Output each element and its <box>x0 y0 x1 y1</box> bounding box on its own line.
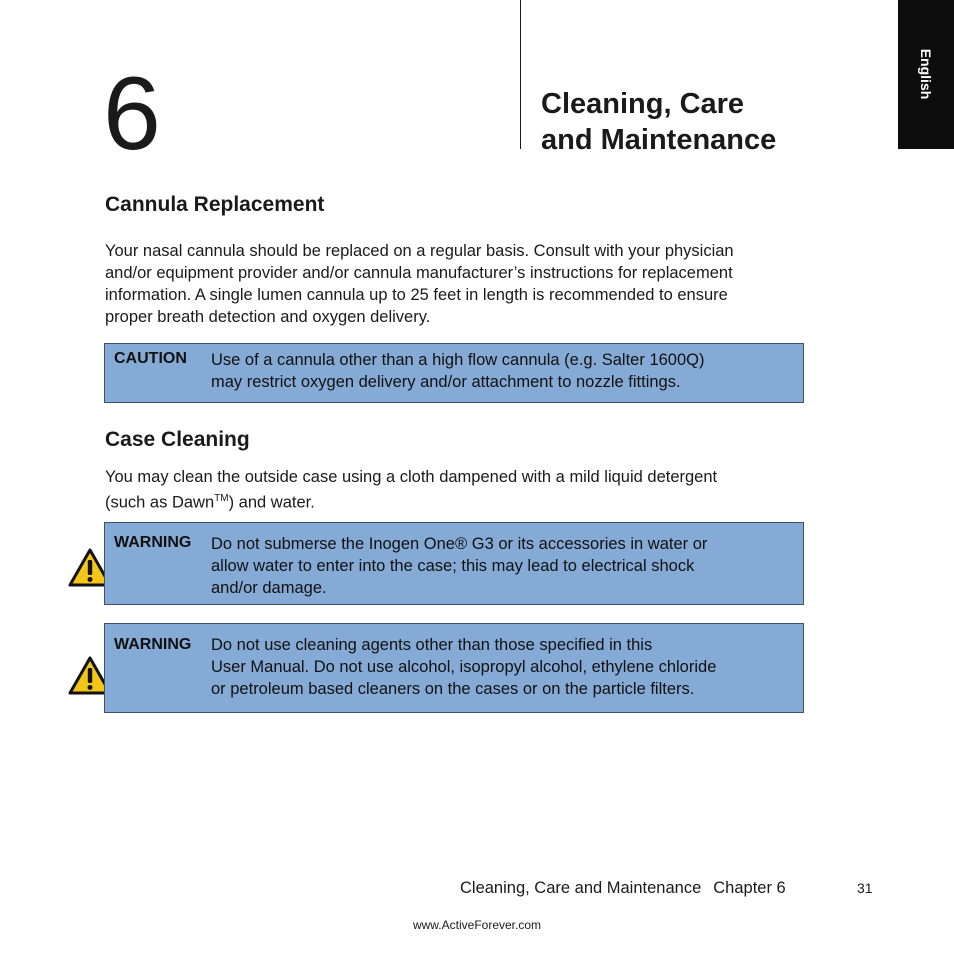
case-cleaning-paragraph <box>105 466 805 514</box>
notice-line: may restrict oxygen delivery and/or attachment to nozzle fittings. <box>211 373 681 391</box>
chapter-title-line-2: and Maintenance <box>541 124 777 156</box>
cannula-replacement-paragraph <box>105 240 805 328</box>
warning-label: WARNING <box>114 534 192 551</box>
notice-line: User Manual. Do not use alcohol, isopropyl alcohol, ethylene chloride <box>211 658 717 676</box>
warning-label: WARNING <box>114 636 192 653</box>
notice-line: Do not use cleaning agents other than those specified in this <box>211 636 653 654</box>
paragraph-line: You may clean the outside case using a cloth dampened with a mild liquid detergent <box>105 468 718 486</box>
notice-line: Use of a cannula other than a high flow cannula (e.g. Salter 1600Q) <box>211 351 705 369</box>
page-number: 31 <box>857 880 873 896</box>
section-heading-cannula-replacement: Cannula Replacement <box>105 193 325 216</box>
notice-line: or petroleum based cleaners on the cases or on the particle filters. <box>211 680 695 698</box>
warning-notice-cleaning-agents <box>104 623 804 713</box>
trademark-superscript: TM <box>214 493 229 504</box>
paragraph-text: (such as Dawn <box>105 493 215 512</box>
notice-line: allow water to enter into the case; this may lead to electrical shock <box>211 557 695 575</box>
chapter-title-line-1: Cleaning, Care <box>541 88 745 120</box>
header-divider <box>520 0 521 149</box>
warning-notice-submerse <box>104 522 804 605</box>
caution-label: CAUTION <box>114 350 187 367</box>
paragraph-line: and/or equipment provider and/or cannula manufacturer’s instructions for replacement <box>105 264 733 282</box>
caution-notice <box>104 343 804 403</box>
warning-text <box>211 533 707 599</box>
paragraph-line: information. A single lumen cannula up to 25 feet in length is recommended to ensure <box>105 286 728 304</box>
footer-running-title <box>460 879 786 898</box>
language-tab <box>898 0 954 149</box>
chapter-number: 6 <box>103 56 161 172</box>
footer-section-title: Cleaning, Care and Maintenance <box>460 879 702 897</box>
paragraph-text: ) and water. <box>228 493 315 512</box>
caution-text <box>211 349 704 393</box>
website-url: www.ActiveForever.com <box>412 918 542 932</box>
paragraph-line: proper breath detection and oxygen delivery. <box>105 308 431 326</box>
language-tab-label: English <box>918 48 934 100</box>
paragraph-line: Your nasal cannula should be replaced on a regular basis. Consult with your physician <box>105 242 734 260</box>
footer-chapter-label: Chapter 6 <box>713 879 786 897</box>
chapter-title <box>541 86 776 158</box>
notice-line: Do not submerse the Inogen One® G3 or its accessories in water or <box>211 535 708 553</box>
paragraph-line <box>105 488 805 514</box>
warning-text <box>211 634 716 700</box>
section-heading-case-cleaning: Case Cleaning <box>105 428 250 451</box>
notice-line: and/or damage. <box>211 579 327 597</box>
